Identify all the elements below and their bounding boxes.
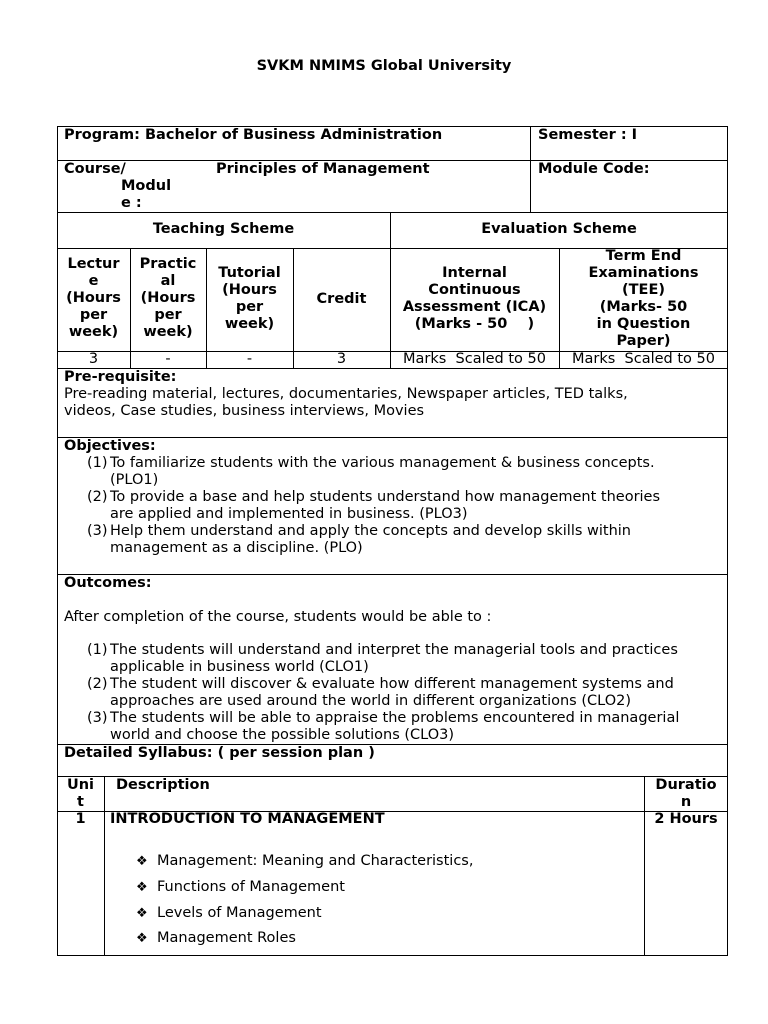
semester-label: Semester : I: [538, 127, 638, 143]
tutorial-value: -: [246, 351, 253, 367]
unit-title: INTRODUCTION TO MANAGEMENT: [110, 811, 385, 827]
outcome-number: (1): [87, 642, 108, 658]
course-label: Course/: [64, 161, 126, 177]
row-divider: [57, 212, 728, 213]
outcomes-heading: Outcomes:: [64, 575, 152, 591]
diamond-bullet-icon: ❖: [136, 854, 148, 869]
objective-text: (PLO1): [110, 472, 159, 488]
ica-header: Internal Continuous Assessment (ICA) (Marks - 50 ): [402, 265, 547, 332]
outcome-number: (3): [87, 710, 108, 726]
outcome-text: applicable in business world (CLO1): [110, 659, 369, 675]
diamond-bullet-icon: ❖: [136, 880, 148, 895]
outcome-text: world and choose the possible solutions (CLO3): [110, 727, 455, 743]
topic-item: Management: Meaning and Characteristics,: [157, 853, 474, 869]
lecture-value: 3: [88, 351, 99, 367]
row-divider: [57, 574, 728, 575]
objective-text: management as a discipline. (PLO): [110, 540, 363, 556]
objective-text: To provide a base and help students understand how management theories: [110, 489, 661, 505]
prerequisite-text: Pre-reading material, lectures, documentaries, Newspaper articles, TED talks,: [64, 386, 628, 402]
description-column-header: Description: [116, 777, 210, 793]
tee-value: Marks Scaled to 50: [572, 351, 715, 367]
credit-value: 3: [336, 351, 347, 367]
lecture-hours-header: Lectur e (Hours per week): [66, 256, 121, 340]
objective-text: are applied and implemented in business. (PLO3): [110, 506, 468, 522]
ica-value: Marks Scaled to 50: [403, 351, 546, 367]
syllabus-heading: Detailed Syllabus: ( per session plan ): [64, 745, 375, 761]
col-divider: [293, 248, 294, 368]
col-divider: [530, 126, 531, 212]
tutorial-hours-header: Tutorial (Hours per week): [218, 265, 281, 332]
teaching-scheme-header: Teaching Scheme: [152, 221, 295, 237]
outcome-text: The students will understand and interpret the managerial tools and practices: [110, 642, 678, 658]
module-code-label: Module Code:: [538, 161, 650, 177]
row-divider: [57, 437, 728, 438]
practical-hours-header: Practic al (Hours per week): [139, 256, 197, 340]
diamond-bullet-icon: ❖: [136, 931, 148, 946]
practical-value: -: [165, 351, 171, 367]
topic-item: Functions of Management: [157, 879, 345, 895]
university-title: SVKM NMIMS Global University: [256, 58, 512, 74]
objective-text: To familiarize students with the various management & business concepts.: [110, 455, 655, 471]
unit-duration: 2 Hours: [654, 811, 718, 827]
topic-item: Levels of Management: [157, 905, 322, 921]
objectives-heading: Objectives:: [64, 438, 156, 454]
program-label: Program: Bachelor of Business Administration: [64, 127, 443, 143]
outcomes-intro: After completion of the course, students would be able to :: [64, 609, 492, 625]
course-name: Principles of Management: [216, 161, 430, 177]
course-label: e :: [121, 195, 142, 211]
credit-header: Credit: [316, 291, 367, 307]
outcome-text: approaches are used around the world in different organizations (CLO2): [110, 693, 631, 709]
topic-item: Management Roles: [157, 930, 296, 946]
outcome-text: The student will discover & evaluate how different management systems and: [110, 676, 674, 692]
col-divider: [104, 776, 105, 956]
objective-number: (1): [87, 455, 108, 471]
outcome-number: (2): [87, 676, 108, 692]
prerequisite-heading: Pre-requisite:: [64, 369, 177, 385]
course-label: Modul: [121, 178, 172, 194]
objective-number: (2): [87, 489, 108, 505]
diamond-bullet-icon: ❖: [136, 906, 148, 921]
objective-text: Help them understand and apply the concepts and develop skills within: [110, 523, 631, 539]
outcome-text: The students will be able to appraise the problems encountered in managerial: [110, 710, 680, 726]
duration-column-header: Duratio n: [655, 777, 717, 810]
tee-header: Term End Examinations (TEE) (Marks- 50 in Question Paper): [588, 248, 699, 349]
objective-number: (3): [87, 523, 108, 539]
prerequisite-text: videos, Case studies, business interviews, Movies: [64, 403, 425, 419]
unit-number: 1: [75, 811, 86, 827]
unit-column-header: Uni t: [66, 777, 95, 810]
evaluation-scheme-header: Evaluation Scheme: [481, 221, 637, 237]
